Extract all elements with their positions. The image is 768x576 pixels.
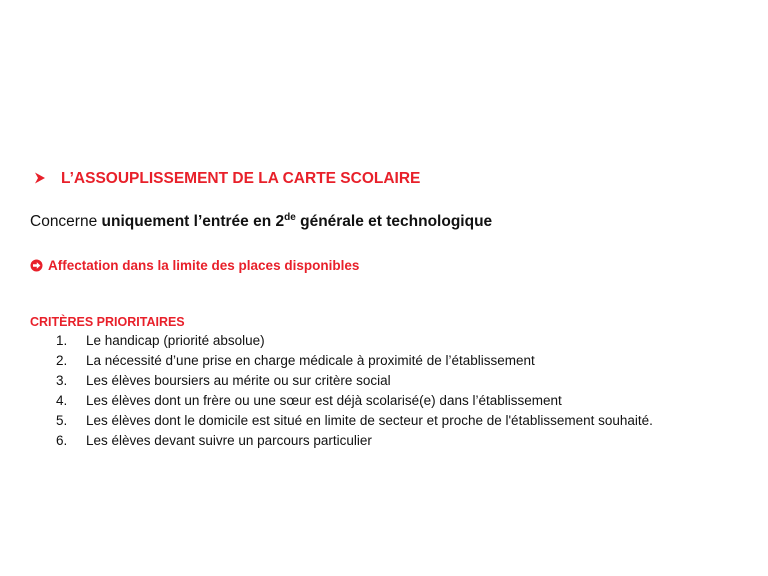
list-item-number: 1. (56, 333, 68, 348)
circled-right-arrow-icon (30, 259, 43, 272)
list-item (56, 371, 653, 391)
list-item (56, 391, 653, 411)
affectation-text: Affectation dans la limite des places disponibles (48, 258, 360, 273)
list-item-text: Le handicap (priorité absolue) (86, 333, 265, 348)
list-item-text: Les élèves boursiers au mérite ou sur critère social (86, 373, 391, 388)
list-item (56, 331, 653, 351)
arrowhead-bullet-icon (34, 172, 48, 186)
list-item-text: Les élèves devant suivre un parcours particulier (86, 433, 372, 448)
list-item (56, 411, 653, 431)
concerne-line (30, 213, 492, 231)
list-item-text: Les élèves dont le domicile est situé en limite de secteur et proche de l'établissement souhaité. (86, 413, 653, 428)
section-heading (34, 170, 420, 188)
criteres-list (56, 331, 653, 451)
list-item-number: 3. (56, 373, 68, 388)
list-item-text: Les élèves dont un frère ou une sœur est déjà scolarisé(e) dans l’établissement (86, 393, 562, 408)
concerne-prefix: Concerne (30, 213, 102, 230)
criteres-title: CRITÈRES PRIORITAIRES (30, 315, 185, 329)
concerne-superscript: de (284, 212, 296, 223)
list-item-number: 4. (56, 393, 68, 408)
concerne-suffix: générale et technologique (295, 213, 493, 230)
section-heading-text: L’ASSOUPLISSEMENT DE LA CARTE SCOLAIRE (61, 170, 421, 187)
list-item-text: La nécessité d’une prise en charge médicale à proximité de l’établissement (86, 353, 535, 368)
list-item (56, 351, 653, 371)
list-item-number: 2. (56, 353, 68, 368)
concerne-bold: uniquement l’entrée en 2 (101, 213, 285, 230)
list-item (56, 431, 653, 451)
list-item-number: 6. (56, 433, 68, 448)
affectation-line (30, 258, 359, 273)
list-item-number: 5. (56, 413, 68, 428)
